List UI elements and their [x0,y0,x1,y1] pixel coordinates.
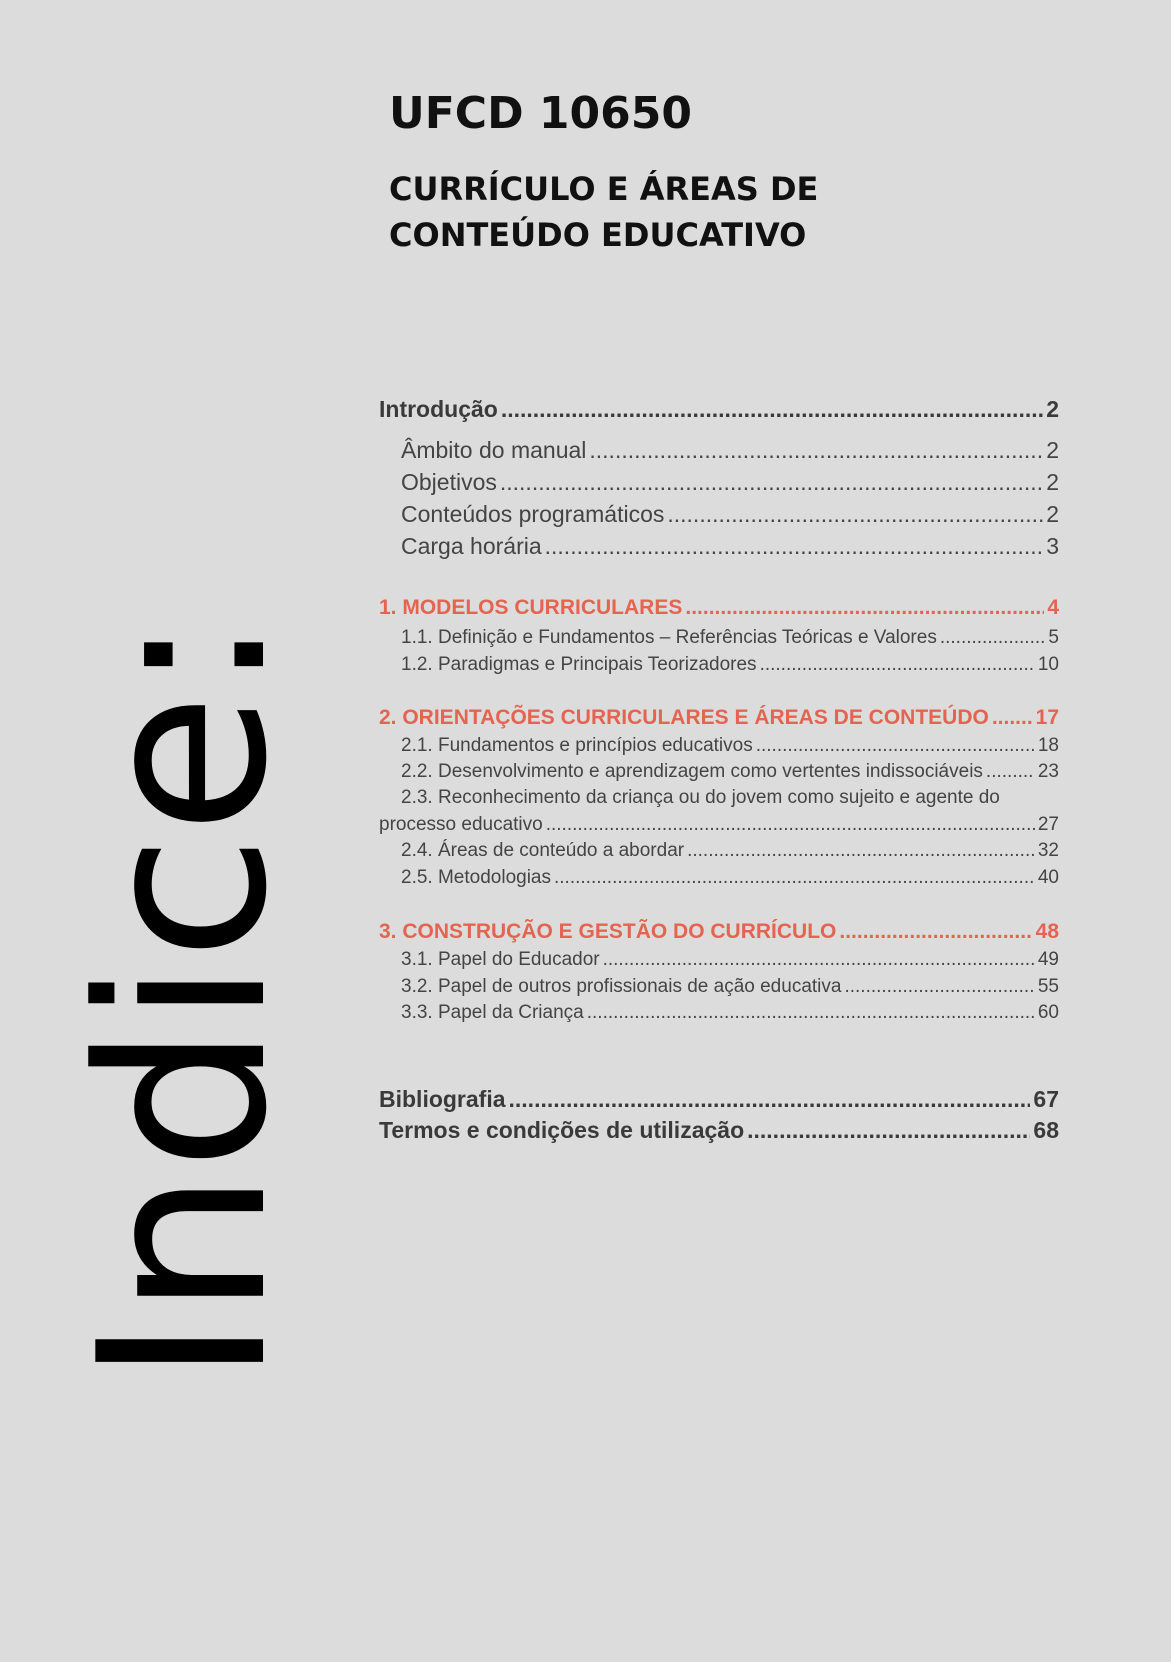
toc-leader-dots [760,654,1035,676]
toc-entry-page: 17 [1035,706,1059,729]
toc-entry-page: 55 [1037,976,1059,997]
toc-entry-label: 2.5. Metodologias [401,867,551,888]
toc-leader-dots [546,814,1035,836]
toc-entry-page: 5 [1048,627,1059,648]
toc-entry-label: Conteúdos programáticos [401,501,665,527]
toc-entry-page: 32 [1037,840,1059,861]
toc-leader-dots [747,1117,1030,1144]
toc-entry-page: 3 [1046,533,1059,559]
toc-entry-label: 3. CONSTRUÇÃO E GESTÃO DO CURRÍCULO [379,920,837,943]
toc-leader-dots [500,469,1043,496]
toc-leader-dots [986,761,1035,783]
toc-entry-2-3[interactable] [379,814,1059,836]
toc-leader-dots [667,501,1043,528]
toc-entry-page: 2 [1046,396,1059,422]
toc-entry-ambito[interactable] [401,437,1059,464]
toc-entry-introducao[interactable] [379,396,1059,423]
toc-leader-dots [554,867,1035,889]
course-title: CURRÍCULO E ÁREAS DE CONTEÚDO EDUCATIVO [389,170,819,254]
toc-entry-page: 18 [1037,735,1059,756]
toc-entry-label: 2.4. Áreas de conteúdo a abordar [401,840,685,861]
toc-entry-page: 60 [1037,1002,1059,1023]
toc-entry-1-2[interactable] [401,654,1059,676]
toc-leader-dots [839,920,1032,944]
toc-entry-page: 49 [1037,949,1059,970]
toc-entry-label: 1.1. Definição e Fundamentos – Referências Teóricas e Valores [401,627,937,648]
toc-entry-label: 2.2. Desenvolvimento e aprendizagem como vertentes indissociáveis [401,761,983,782]
toc-entry-1-1[interactable] [401,627,1059,649]
toc-entry-page: 10 [1037,654,1059,675]
toc-leader-dots [587,1002,1035,1024]
index-side-title: Indice: [51,615,318,1385]
toc-entry-label: 3.2. Papel de outros profissionais de ação educativa [401,976,842,997]
toc-entry-page: 2 [1046,437,1059,463]
toc-leader-dots [685,596,1044,620]
toc-entry-label: 3.3. Papel da Criança [401,1002,584,1023]
toc-leader-dots [844,976,1034,998]
toc-entry-3-1[interactable] [401,949,1059,971]
toc-entry-page: 4 [1047,596,1059,619]
toc-entry-3-2[interactable] [401,976,1059,998]
toc-leader-dots [501,396,1043,423]
toc-entry-label: 3.1. Papel do Educador [401,949,600,970]
toc-entry-label: Bibliografia [379,1086,506,1112]
toc-entry-label: Objetivos [401,469,497,495]
toc-chapter-2[interactable] [379,706,1059,730]
toc-entry-page: 23 [1037,761,1059,782]
toc-entry-page: 40 [1037,867,1059,888]
toc-entry-page: 67 [1033,1086,1059,1112]
toc-entry-label: Carga horária [401,533,542,559]
toc-leader-dots [603,949,1035,971]
toc-leader-dots [589,437,1043,464]
course-code: UFCD 10650 [389,88,692,139]
toc-entry-label: 2. ORIENTAÇÕES CURRICULARES E ÁREAS DE CONTEÚDO [379,706,989,729]
toc-entry-page: 27 [1037,814,1059,835]
toc-leader-dots [687,840,1035,862]
toc-entry-bibliografia[interactable] [379,1086,1059,1113]
toc-leader-dots [940,627,1046,649]
toc-entry-label: 1.2. Paradigmas e Principais Teorizadores [401,654,757,675]
toc-entry-3-3[interactable] [401,1002,1059,1024]
toc-chapter-3[interactable] [379,920,1059,944]
toc-entry-label: Introdução [379,396,498,422]
toc-entry-carga-horaria[interactable] [401,533,1059,560]
toc-leader-dots [756,735,1035,757]
toc-entry-objetivos[interactable] [401,469,1059,496]
toc-entry-2-4[interactable] [401,840,1059,862]
toc-entry-page: 68 [1033,1117,1059,1143]
toc-entry-page: 48 [1035,920,1059,943]
toc-entry-label: 1. MODELOS CURRICULARES [379,596,683,619]
toc-entry-label: Âmbito do manual [401,437,587,463]
toc-entry-2-3-line1[interactable]: 2.3. Reconhecimento da criança ou do jovem como sujeito e agente do [401,787,1000,808]
toc-entry-label: Termos e condições de utilização [379,1117,745,1143]
toc-leader-dots [545,533,1044,560]
toc-entry-label: 2.1. Fundamentos e princípios educativos [401,735,753,756]
toc-entry-termos[interactable] [379,1117,1059,1144]
toc-leader-dots [992,706,1033,730]
toc-chapter-1[interactable] [379,596,1059,620]
toc-entry-conteudos[interactable] [401,501,1059,528]
toc-entry-label: processo educativo [379,814,543,835]
toc-entry-2-2[interactable] [401,761,1059,783]
toc-leader-dots [509,1086,1031,1113]
toc-entry-2-1[interactable] [401,735,1059,757]
toc-entry-page: 2 [1046,501,1059,527]
toc-entry-2-5[interactable] [401,867,1059,889]
toc-entry-page: 2 [1046,469,1059,495]
